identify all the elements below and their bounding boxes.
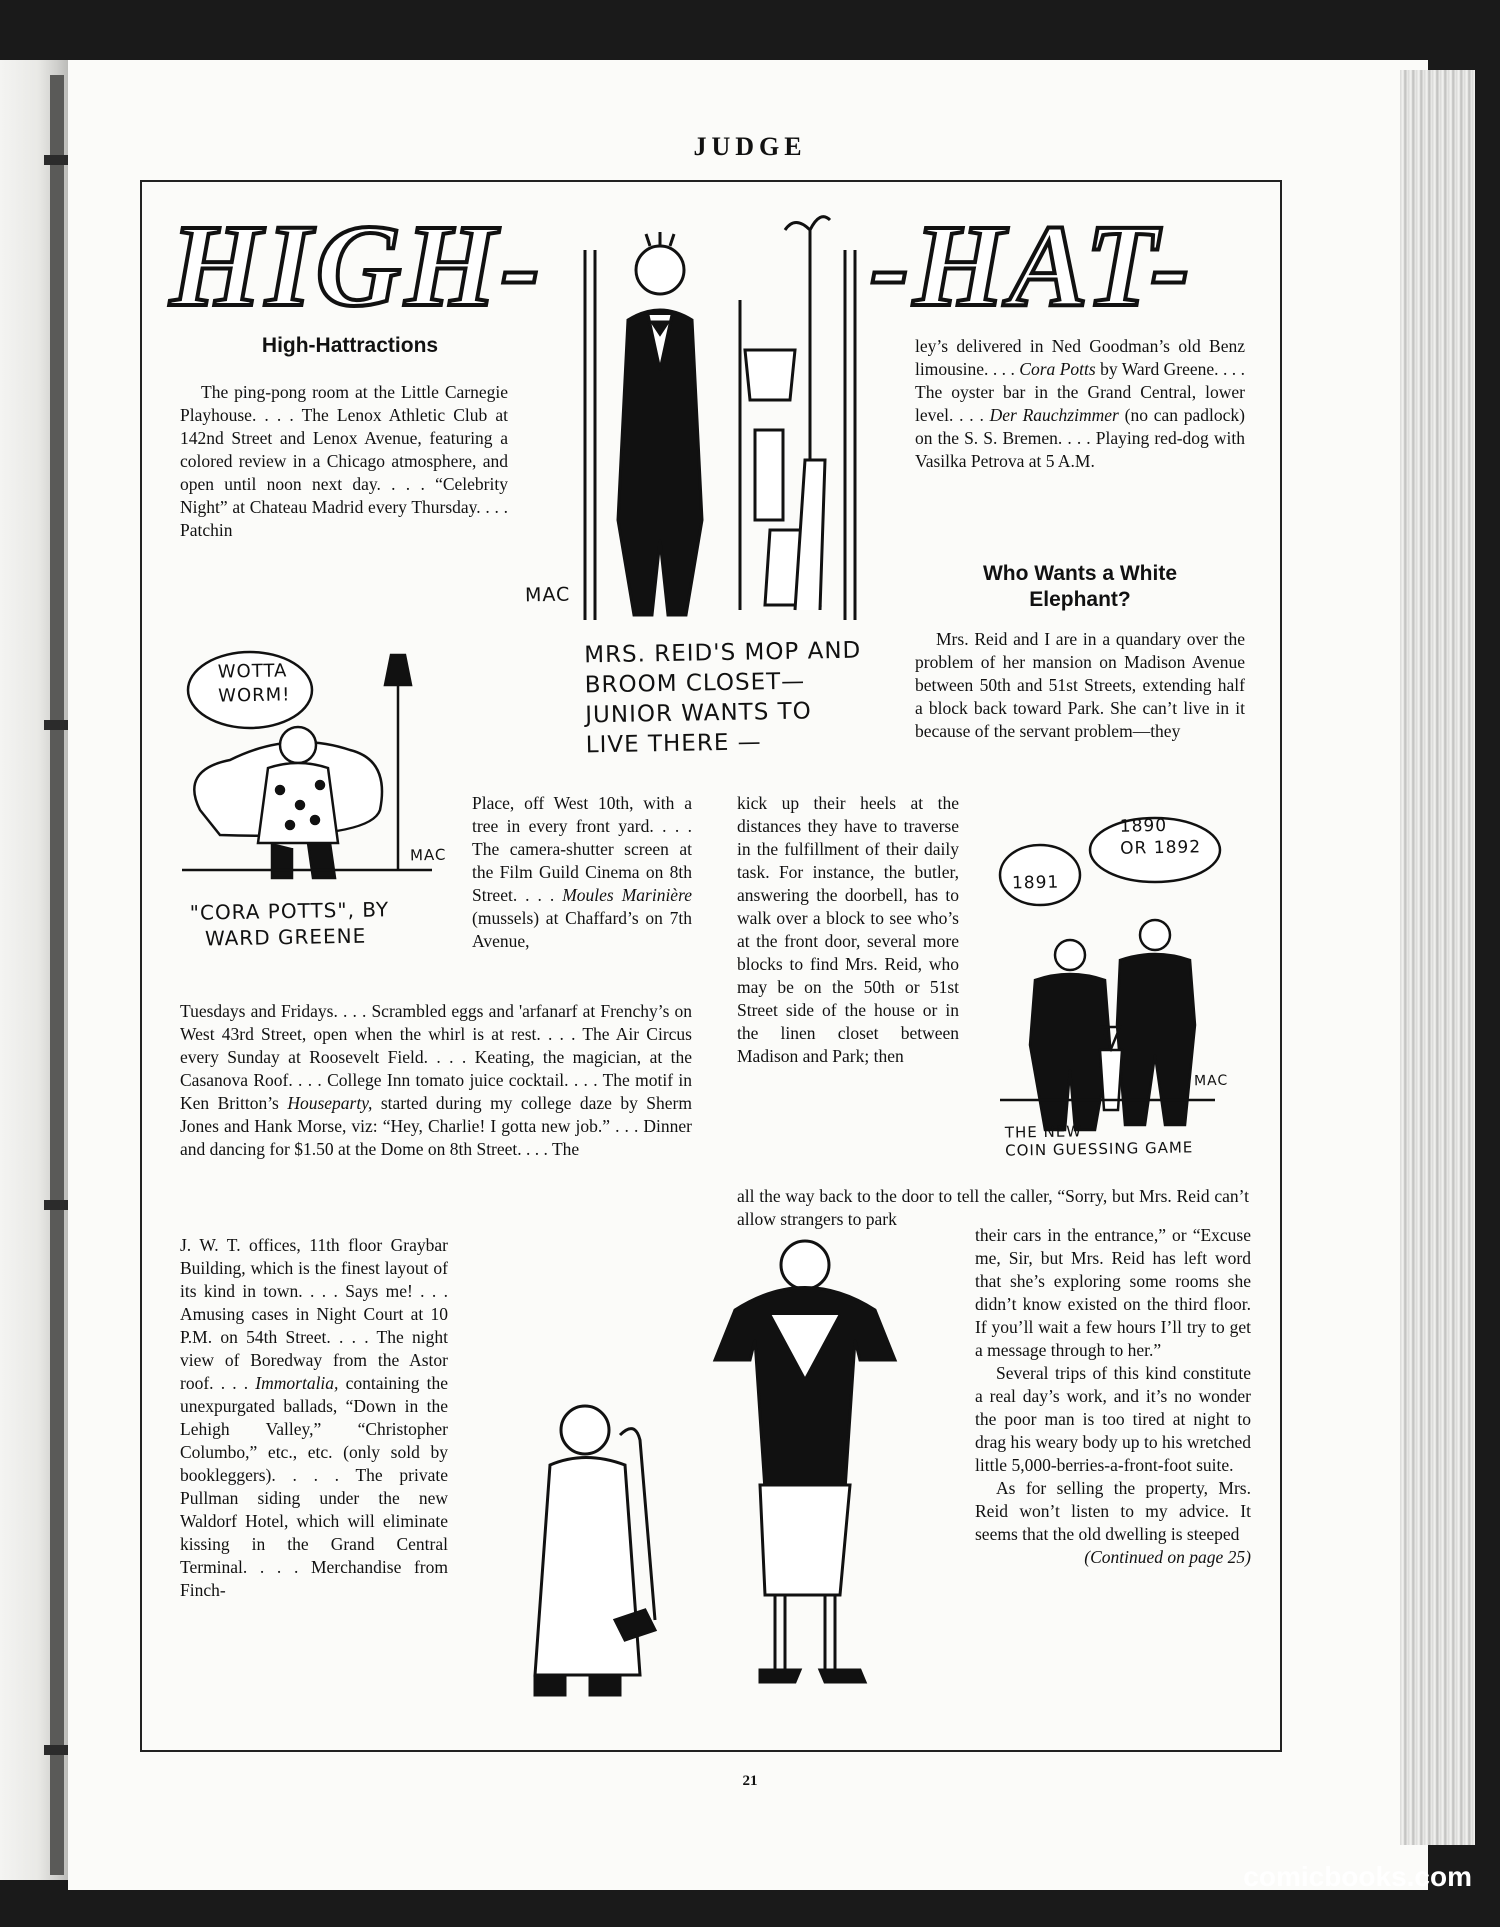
text-run: Tuesdays and Fridays. . . . Scrambled eggs and 'arfanarf at Frenchy’s on West 43rd Street, open when the whirl is at rest. . . . The Air Circus every Sunday at Roosevelt Field. . . . Keating, the magician, at the Casanova Roof. . . . College Inn tomato juice cocktail. . . . The motif in Ken Britton’s [180,1001,692,1113]
masthead: JUDGE [693,132,807,161]
stitch-mark [44,1200,70,1210]
text-column-right-bottom [975,1224,1251,1569]
text-run: (mussels) at Chaffard’s on 7th Avenue, [472,908,692,951]
paragraph: Mrs. Reid and I are in a quandary over the problem of her mansion on Madison Avenue between 50th and 51st Streets, extending half a block back toward Park. She can’t live in it because of the servant problem—they [915,629,1245,741]
paragraph: kick up their heels at the distances they have to traverse in the fulfillment of their daily task. For instance, the butler, answering the doorbell, has to walk over a block to see who’s at the front door, several more blocks to find Mrs. Reid, who may be on the 50th or 51st Street side of the house or in the linen closet between Madison and Park; then [737,793,959,1066]
text-run: J. W. T. offices, 11th floor Graybar Building, which is the finest layout of its kind in town. . . . Says me! . . . Amusing cases in Night Court at 10 P.M. on 54th Street. . . . The night view of Boredway from the Astor roof. . . . [180,1235,448,1393]
paragraph [915,335,1245,473]
title-high-text: HIGH- [170,200,544,331]
text-run: (no can padlock) on the S. S. Bremen. . . . Playing red-dog with Vasilka Petrova at 5 A.M. [915,405,1246,471]
artist-signature: MAC [409,845,447,865]
text-column-left-bottom [180,1234,448,1602]
text-run: ley’s delivered in Ned Goodman’s old Benz limousine. . . . [915,336,1245,379]
page-edges [1400,70,1475,1845]
paragraph: The ping-pong room at the Little Carnegie Playhouse. . . . The Lenox Athletic Club at 142nd Street and Lenox Avenue, featuring a colored review in a Chicago atmosphere, and open until noon next day. . . . “Celebrity Night” at Chateau Madrid every Thursday. . . . Patchin [180,382,508,540]
text-run: containing the unexpurgated ballads, “Down in the Lehigh Valley,” “Christopher Columbo,” etc., etc. (only sold by bookleggers). . . . The private Pullman siding under the new Waldorf Hotel, which will eliminate kissing in the Grand Central Terminal. . . . Merchandise from Finch- [180,1373,448,1600]
page-number: 21 [742,1773,758,1789]
stitch-mark [44,1745,70,1755]
italic-title: Moules Marinière [562,885,692,905]
text-run: started during my college daze by Sherm Jones and Hank Morse, viz: “Hey, Charlie! I gotta new job.” . . . Dinner and dancing for $1.50 at the Dome on 8th Street. . . . The [180,1093,692,1159]
admiral-and-gentleman-illustration [480,1235,950,1715]
title-lettering-high [170,200,550,331]
cora-potts-caption: "CORA POTTS", BY WARD GREENE [189,897,390,951]
title-hat-text: -HAT- [870,200,1194,331]
closet-caption: MRS. REID'S MOP AND BROOM CLOSET— JUNIOR WANTS TO LIVE THERE — [584,637,862,759]
paragraph [180,1000,692,1161]
continued-note: (Continued on page 25) [1084,1547,1251,1567]
text-column-center [472,792,692,953]
title-lettering-hat [870,200,1250,331]
paragraph: Several trips of this kind constitute a real day’s work, and it’s no wonder the poor man is too tired at night to drag his weary body up to his wretched little 5,000-berries-a-front-foot suite. [975,1363,1251,1475]
paragraph [180,1234,448,1602]
butler-closet-illustration [570,210,870,625]
section-heading-white-elephant: Who Wants a White Elephant? [982,562,1178,611]
watermark: comicbooks.com [1243,1861,1472,1892]
worm-speech-bubble: WOTTA WORM! [217,660,291,707]
italic-title: Immortalia, [255,1373,339,1393]
text-run: Place, off West 10th, with a tree in every front yard. . . . The camera-shutter screen at the Film Guild Cinema on 8th Street. . . . [472,793,692,905]
section-heading-high-hattractions: High-Hattractions [261,334,439,357]
stitch-mark [44,720,70,730]
book-spine [50,75,64,1875]
artist-signature: MAC [1193,1072,1229,1090]
speech-bubble-1890: 1890 OR 1892 [1119,815,1202,859]
paragraph: all the way back to the door to tell the caller, “Sorry, but Mrs. Reid can’t allow strangers to park [737,1186,1249,1229]
paragraph: their cars in the entrance,” or “Excuse me, Sir, but Mrs. Reid has left word that she’s exploring some rooms she didn’t know existed on the third floor. If you’ll wait a few hours I’ll try to get a message through to her.” [975,1225,1251,1360]
text-column-mid-right [737,792,959,1068]
paragraph [472,792,692,953]
artist-signature: MAC [524,583,571,607]
text-column-right-top [915,335,1245,473]
italic-title: Cora Potts [1019,359,1096,379]
text-column-left-top [180,381,508,542]
speech-bubble-1891: 1891 [1011,872,1060,894]
italic-title: Houseparty, [287,1093,373,1113]
coin-game-caption: THE NEW COIN GUESSING GAME [1004,1122,1194,1160]
italic-title: Der Rauchzimmer [989,405,1119,425]
text-column-wide-left [180,1000,692,1161]
text-run: by Ward Greene. . . . The oyster bar in the Grand Central, lower level. . . . [915,359,1245,425]
text-column-right-mid [915,628,1245,743]
paragraph: As for selling the property, Mrs. Reid won’t listen to my advice. It seems that the old dwelling is steeped [975,1478,1251,1544]
